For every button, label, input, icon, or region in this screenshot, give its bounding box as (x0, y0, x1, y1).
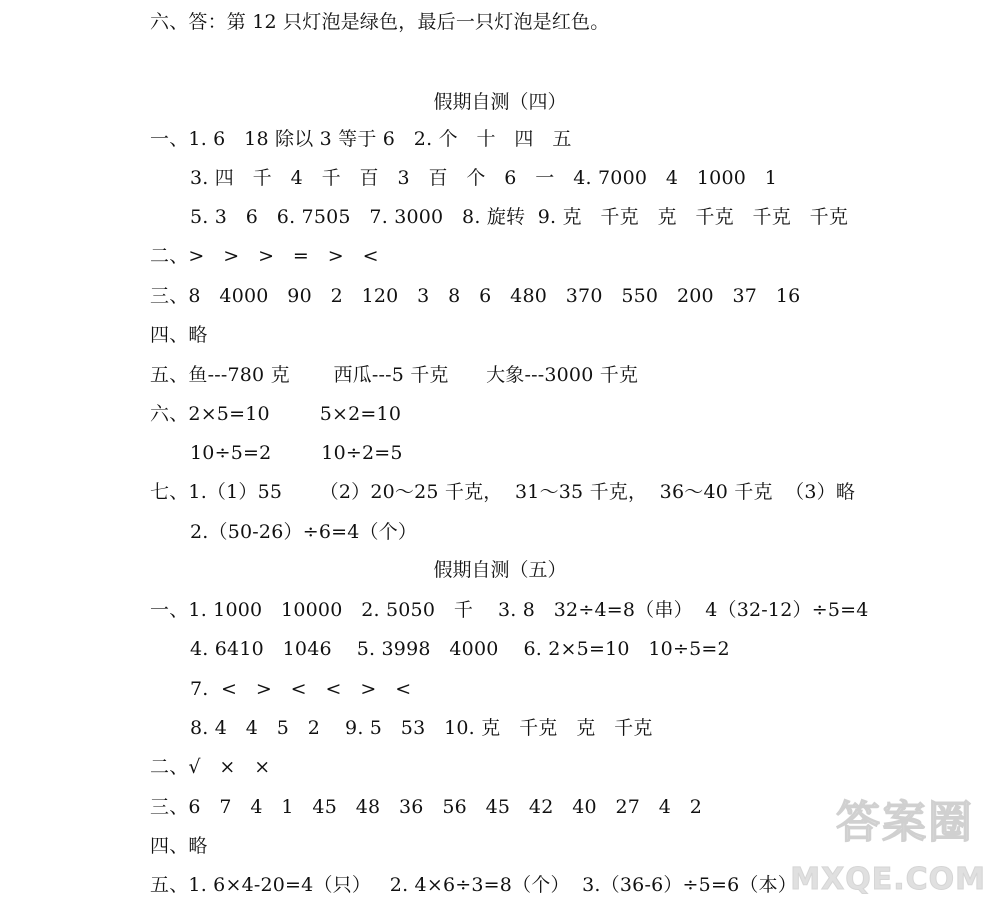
s5-line-2: 4. 6410 1046 5. 3998 4000 6. 2×5=10 10÷5=2 (190, 638, 730, 660)
s4-line-7: 五、鱼---780 克 西瓜---5 千克 大象---3000 千克 (150, 364, 639, 386)
watermark-logo (790, 797, 986, 898)
s4-line-5: 三、8 4000 90 2 120 3 8 6 480 370 550 200 37 16 (150, 285, 801, 307)
s4-line-4: 二、> > > = > < (150, 245, 379, 267)
s4-line-9: 10÷5=2 10÷2=5 (190, 442, 403, 464)
s4-line-6: 四、略 (150, 324, 208, 346)
s4-line-1: 一、1. 6 18 除以 3 等于 6 2. 个 十 四 五 (150, 128, 572, 150)
s4-line-3: 5. 3 6 6. 7505 7. 3000 8. 旋转 9. 克 千克 克 千克 千克 千克 (190, 206, 849, 228)
s5-line-7: 四、略 (150, 835, 208, 857)
s4-line-10: 七、1.（1）55 （2）20～25 千克， 31～35 千克， 36～40 千克 （3）略 (150, 481, 856, 503)
s5-line-4: 8. 4 4 5 2 9. 5 53 10. 克 千克 克 千克 (190, 717, 653, 739)
s5-line-6: 三、6 7 4 1 45 48 36 56 45 42 40 27 4 2 (150, 796, 703, 818)
section-4-title: 假期自测（四） (433, 91, 567, 113)
watermark-top-text: 答案圈 (836, 797, 974, 848)
s5-line-5: 二、√ × × (150, 756, 271, 778)
s4-line-8: 六、2×5=10 5×2=10 (150, 403, 402, 425)
s5-line-1: 一、1. 1000 10000 2. 5050 千 3. 8 32÷4=8（串） 4（32-12）÷5=4 (150, 599, 869, 621)
s4-line-2: 3. 四 千 4 千 百 3 百 个 6 一 4. 7000 4 1000 1 (190, 167, 778, 189)
s4-line-11: 2.（50-26）÷6=4（个） (190, 521, 418, 543)
s5-line-3: 7. < > < < > < (190, 678, 412, 700)
header-answer-line: 六、答：第 12 只灯泡是绿色，最后一只灯泡是红色。 (150, 11, 610, 33)
s5-line-8: 五、1. 6×4-20=4（只） 2. 4×6÷3=8（个） 3.（36-6）÷5=6（本） (150, 874, 797, 896)
section-5-title: 假期自测（五） (433, 559, 567, 581)
watermark-bottom-text: MXQE.COM (790, 862, 986, 897)
